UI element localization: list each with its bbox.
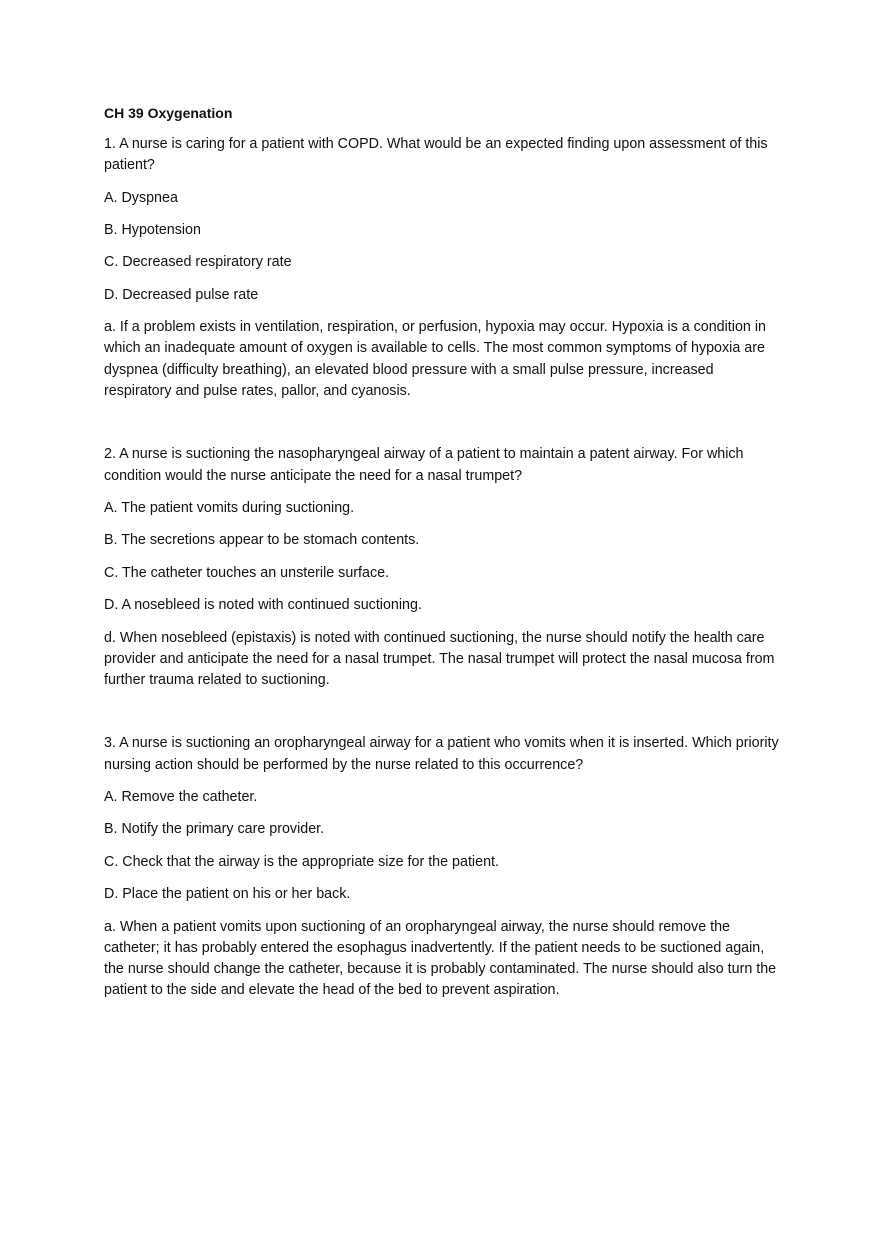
option-a: A. Dyspnea [104,189,178,206]
answer-rationale: d. When nosebleed (epistaxis) is noted with continued suctioning, the nurse should notify the health care provider and anticipate the need for a nasal trumpet. The nasal trumpet will protect the nasal mucosa from further trauma related to suctioning. [104,629,775,689]
spacer [104,691,784,733]
question-3 [104,733,784,1001]
question-text: 1. A nurse is caring for a patient with COPD. What would be an expected finding upon assessment of this patient? [104,136,768,174]
answer-rationale: a. If a problem exists in ventilation, respiration, or perfusion, hypoxia may occur. Hypoxia is a condition in which an inadequate amount of oxygen is available to cells. The most common symptoms of hypoxia are dyspnea (difﬁculty breathing), an elevated blood pressure with a small pulse pressure, increased respiratory and pulse rates, pallor, and cyanosis. [104,319,766,400]
option-d: D. Decreased pulse rate [104,286,259,303]
document-page [104,103,784,1002]
option-d: D. A nosebleed is noted with continued suctioning. [104,597,422,614]
option-c: C. Check that the airway is the appropriate size for the patient. [104,853,499,870]
question-1 [104,134,784,402]
option-d: D. Place the patient on his or her back. [104,886,351,903]
option-c: C. Decreased respiratory rate [104,254,292,271]
document-title: CH 39 Oxygenation [104,105,233,121]
option-a: A. Remove the catheter. [104,788,258,805]
spacer [104,402,784,444]
option-b: B. Notify the primary care provider. [104,821,325,838]
question-text: 2. A nurse is suctioning the nasopharyngeal airway of a patient to maintain a patent airway. For which condition would the nurse anticipate the need for a nasal trumpet? [104,446,744,484]
question-2 [104,444,784,691]
question-text: 3. A nurse is suctioning an oropharyngeal airway for a patient who vomits when it is inserted. Which priority nursing action should be performed by the nurse related to this occurrence? [104,735,779,773]
option-b: B. Hypotension [104,221,201,238]
option-a: A. The patient vomits during suctioning. [104,499,355,516]
option-c: C. The catheter touches an unsterile surface. [104,564,390,581]
answer-rationale: a. When a patient vomits upon suctioning of an oropharyngeal airway, the nurse should remove the catheter; it has probably entered the esophagus inadvertently. If the patient needs to be suctioned again, the nurse should change the catheter, because it is probably contaminated. The nurse should also turn the patient to the side and elevate the head of the bed to prevent aspiration. [104,918,777,999]
option-b: B. The secretions appear to be stomach contents. [104,532,420,549]
